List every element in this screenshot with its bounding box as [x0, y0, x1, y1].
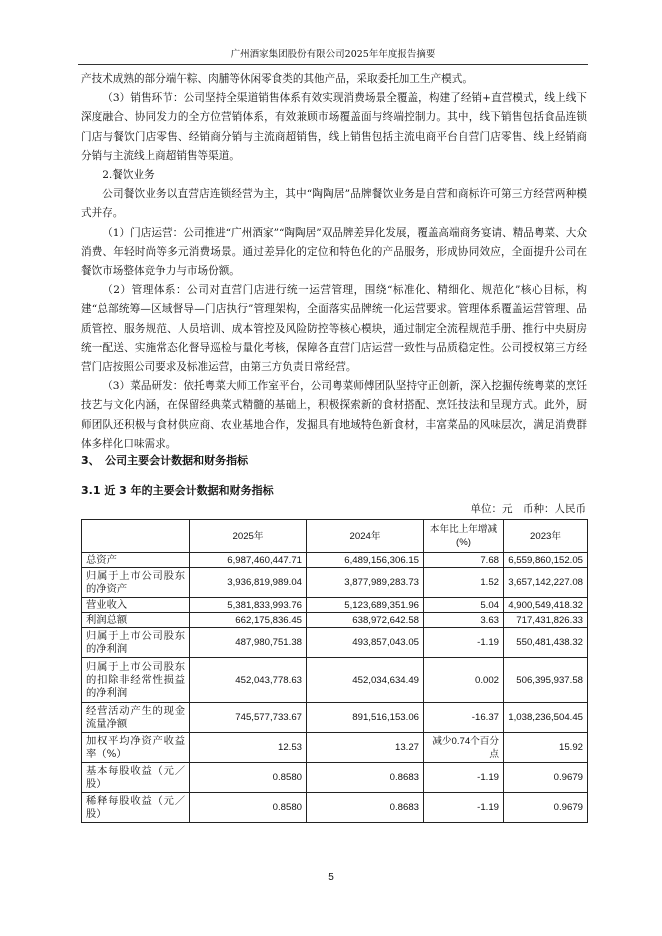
table-cell: 891,516,153.06 [307, 703, 424, 733]
subsection-heading: 3.1 近 3 年的主要会计数据和财务指标 [81, 484, 274, 497]
table-cell: 0.8580 [190, 763, 307, 793]
table-cell: -1.19 [424, 793, 504, 823]
table-header [82, 520, 190, 553]
table-cell: 717,431,826.33 [504, 613, 588, 628]
paragraph: 产技术成熟的部分端午粽、肉脯等休闲零食类的其他产品，采取委托加工生产模式。 [81, 73, 473, 85]
row-label: 加权平均净资产收益率（%） [82, 733, 190, 763]
paragraph: 公司餐饮业务以直营店连锁经营为主，其中“陶陶居”品牌餐饮业务是自营和商标许可第三方经营两种模式并存。 [81, 188, 587, 220]
row-label: 利润总额 [82, 613, 190, 628]
paragraph: （3）菜品研发：依托粤菜大师工作室平台，公司粤菜师傅团队坚持守正创新，深入挖掘传统粤菜的烹饪技艺与文化内涵，在保留经典菜式精髓的基础上，积极探索新的食材搭配、烹饪技法和呈现方式。此外，厨师团队还积极与食材供应商、农业基地合作，发掘具有地域特色新食材，丰富菜品的风味层次，满足消费群体多样化口味需求。 [81, 380, 587, 450]
table-row [82, 703, 588, 733]
table-cell: 0.9679 [504, 763, 588, 793]
table-cell: 3,877,989,283.73 [307, 568, 424, 598]
table-cell: 452,034,634.49 [307, 658, 424, 703]
table-header: 本年比上年增减(%) [424, 520, 504, 553]
table-cell: 5.04 [424, 598, 504, 613]
table-cell: 0.8683 [307, 763, 424, 793]
table-cell: 662,175,836.45 [190, 613, 307, 628]
table-cell: 3,936,819,989.04 [190, 568, 307, 598]
table-cell: -1.19 [424, 628, 504, 658]
table-row [82, 763, 588, 793]
table-cell: 5,381,833,993.76 [190, 598, 307, 613]
body-text [81, 70, 587, 454]
table-cell: 13.27 [307, 733, 424, 763]
table-cell: 0.8580 [190, 793, 307, 823]
table-cell: -1.19 [424, 763, 504, 793]
table-row [82, 793, 588, 823]
table-cell: 487,980,751.38 [190, 628, 307, 658]
table-cell: 3,657,142,227.08 [504, 568, 588, 598]
paragraph: （2）管理体系：公司对直营门店进行统一运营管理，围绕“标准化、精细化、规范化”核心目标，构建“总部统筹—区域督导—门店执行”管理架构，全面落实品牌统一化运营要求。管理体系覆盖运营管理、品质管控、服务规范、人员培训、成本管控及风险防控等核心模块，通过制定全流程规范手册、推行中央厨房统一配送、实施常态化督导巡检与量化考核，保障各直营门店运营一致性与品质稳定性。公司授权第三方经营门店按照公司要求及标准运营，由第三方负责日常经营。 [81, 284, 587, 374]
row-label: 营业收入 [82, 598, 190, 613]
table-cell: 15.92 [504, 733, 588, 763]
table-cell: 638,972,642.58 [307, 613, 424, 628]
table-cell: 0.9679 [504, 793, 588, 823]
table-row [82, 553, 588, 568]
paragraph: （1）门店运营：公司推进“广州酒家”“陶陶居”双品牌差异化发展，覆盖高端商务宴请、精品粤菜、大众消费、年轻时尚等多元消费场景。通过差异化的定位和特色化的产品服务，形成协同效应，全面提升公司在餐饮市场整体竞争力与市场份额。 [81, 226, 587, 278]
table-cell: 6,489,156,306.15 [307, 553, 424, 568]
table-header: 2023年 [504, 520, 588, 553]
table-cell: 506,395,937.58 [504, 658, 588, 703]
table-cell: 0.8683 [307, 793, 424, 823]
table-header: 2024年 [307, 520, 424, 553]
table-header-row [82, 520, 588, 553]
financial-table [81, 519, 588, 823]
table-row [82, 568, 588, 598]
table-cell: 5,123,689,351.96 [307, 598, 424, 613]
row-label: 基本每股收益（元／股） [82, 763, 190, 793]
row-label: 稀释每股收益（元／股） [82, 793, 190, 823]
table-cell: 0.002 [424, 658, 504, 703]
table-cell: 4,900,549,418.32 [504, 598, 588, 613]
table-row [82, 658, 588, 703]
page-header: 广州酒家集团股份有限公司2025年年度报告摘要 [78, 46, 588, 65]
table-row [82, 733, 588, 763]
row-label: 归属于上市公司股东的净资产 [82, 568, 190, 598]
table-cell: 6,987,460,447.71 [190, 553, 307, 568]
table-cell: 减少0.74个百分点 [424, 733, 504, 763]
table-row [82, 628, 588, 658]
table-cell: 1,038,236,504.45 [504, 703, 588, 733]
table-cell: 1.52 [424, 568, 504, 598]
row-label: 归属于上市公司股东的净利润 [82, 628, 190, 658]
section-heading: 3、 公司主要会计数据和财务指标 [81, 454, 249, 467]
row-label: 经营活动产生的现金流量净额 [82, 703, 190, 733]
subheading: 2.餐饮业务 [102, 169, 155, 182]
table-cell: 550,481,438.32 [504, 628, 588, 658]
table-cell: 493,857,043.05 [307, 628, 424, 658]
row-label: 归属于上市公司股东的扣除非经常性损益的净利润 [82, 658, 190, 703]
table-cell: 7.68 [424, 553, 504, 568]
table-cell: 6,559,860,152.05 [504, 553, 588, 568]
table-cell: 3.63 [424, 613, 504, 628]
page-number: 5 [328, 872, 334, 883]
paragraph: （3）销售环节：公司坚持全渠道销售体系有效实现消费场景全覆盖，构建了经销+直营模式，线上线下深度融合、协同发力的全方位营销体系，有效兼顾市场覆盖面与终端控制力。其中，线下销售包括食品连锁门店与餐饮门店零售、经销商分销与主流商超销售，线上销售包括主流电商平台自营门店零售、线上经销商分销与主流线上商超销售等渠道。 [81, 92, 587, 162]
table-cell: 12.53 [190, 733, 307, 763]
table-header: 2025年 [190, 520, 307, 553]
table-row [82, 598, 588, 613]
row-label: 总资产 [82, 553, 190, 568]
table-cell: -16.37 [424, 703, 504, 733]
table-cell: 452,043,778.63 [190, 658, 307, 703]
table-row [82, 613, 588, 628]
table-cell: 745,577,733.67 [190, 703, 307, 733]
unit-line: 单位：元 币种：人民币 [470, 503, 586, 515]
